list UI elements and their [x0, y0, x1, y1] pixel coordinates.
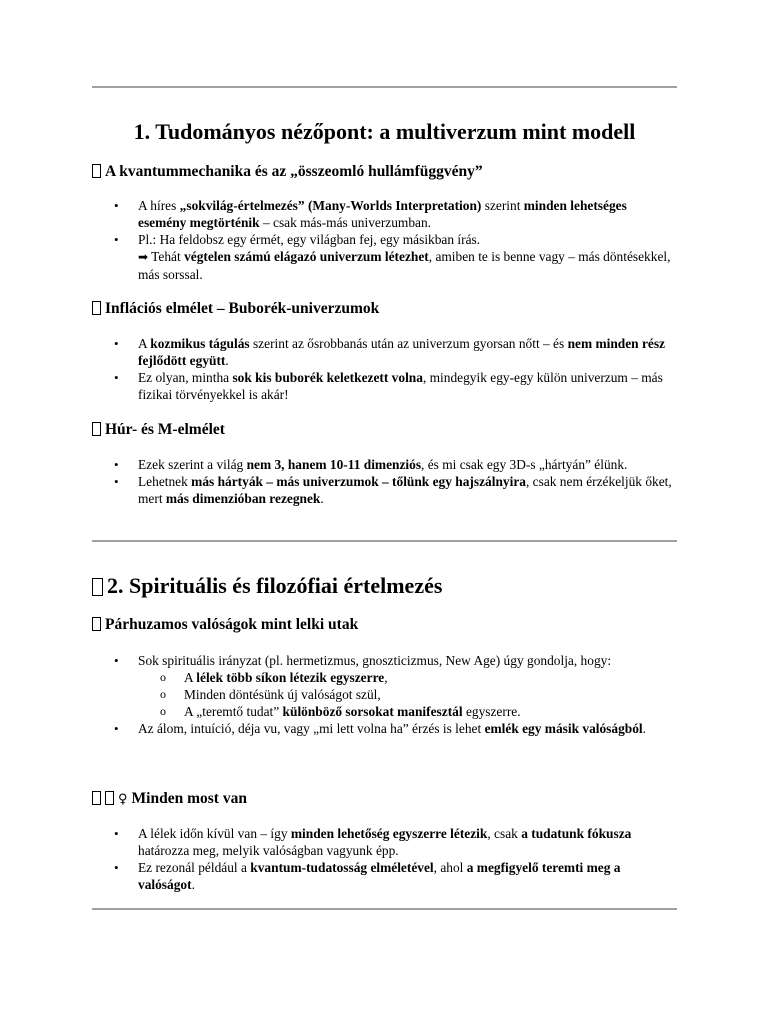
inflation-list — [92, 335, 677, 403]
missing-glyph-icon — [92, 422, 101, 436]
list-item: • A híres „sokvilág-értelmezés” (Many-Worlds Interpretation) szerint minden lehetséges esemény megtörténik – csak más-más univerzumban. — [92, 197, 677, 231]
missing-glyph-icon — [92, 617, 101, 631]
list-item: • A lélek időn kívül van – így minden lehetőség egyszerre létezik, csak a tudatunk fókusza határozza meg, melyik valóságban vagyunk épp. — [92, 825, 677, 859]
list-item: • Ez rezonál például a kvantum-tudatosság elméletével, ahol a megfigyelő teremti meg a valóságot. — [92, 859, 677, 893]
section-1-title: 1. Tudományos nézőpont: a multiverzum mint modell — [133, 119, 636, 144]
right-arrow-icon: ➡ — [138, 250, 149, 264]
horizontal-rule — [92, 908, 677, 910]
subsection-parallel-heading: Párhuzamos valóságok mint lelki utak — [92, 615, 677, 635]
list-item: • Lehetnek más hártyák – más univerzumok – tőlünk egy hajszálnyira, csak nem érzékeljük őket, mert más dimenzióban rezegnek. — [92, 473, 677, 507]
missing-glyph-icon — [105, 791, 114, 805]
subsection-inflation-heading: Inflációs elmélet – Buborék-univerzumok — [92, 299, 677, 319]
subsection-quantum-heading: A kvantummechanika és az „összeomló hullámfüggvény” — [92, 162, 677, 182]
subsection-string-heading: Húr- és M-elmélet — [92, 420, 677, 440]
spiritual-list — [92, 652, 677, 737]
list-item: • Sok spirituális irányzat (pl. hermetizmus, gnoszticizmus, New Age) úgy gondolja, hogy: — [92, 652, 677, 669]
section-2-title: 2. Spirituális és filozófiai értelmezés — [92, 573, 677, 599]
missing-glyph-icon — [92, 164, 101, 178]
horizontal-rule — [92, 540, 677, 542]
sub-list-item: o Minden döntésünk új valóságot szül, — [92, 686, 677, 703]
now-list — [92, 825, 677, 893]
string-theory-list — [92, 456, 677, 507]
sub-list-item: o A „teremtő tudat” különböző sorsokat manifesztál egyszerre. — [92, 703, 677, 720]
list-item: • Ez olyan, mintha sok kis buborék keletkezett volna, mindegyik egy-egy külön univerzum – más fizikai törvényekkel is akár! — [92, 369, 677, 403]
quantum-list — [92, 197, 677, 283]
list-item: • Ezek szerint a világ nem 3, hanem 10-11 dimenziós, és mi csak egy 3D-s „hártyán” élünk. — [92, 456, 677, 473]
list-item: • A kozmikus tágulás szerint az ősrobbanás után az univerzum gyorsan nőtt – és nem minden rész fejlődött együtt. — [92, 335, 677, 369]
subsection-now-heading: ♀ Minden most van — [92, 789, 677, 810]
missing-glyph-icon — [92, 301, 101, 315]
sub-list-item: o A lélek több síkon létezik egyszerre, — [92, 669, 677, 686]
list-item: • Pl.: Ha feldobsz egy érmét, egy világban fej, egy másikban írás. ➡ Tehát végtelen számú elágazó univerzum létezhet, amiben te is benne vagy – más döntésekkel, más sorssal. — [92, 231, 677, 283]
missing-glyph-icon — [92, 791, 101, 805]
list-item: • Az álom, intuíció, déja vu, vagy „mi lett volna ha” érzés is lehet emlék egy másik valóságból. — [92, 720, 677, 737]
missing-glyph-icon — [92, 578, 103, 596]
horizontal-rule — [92, 86, 677, 88]
female-sign-icon: ♀ — [118, 792, 128, 807]
